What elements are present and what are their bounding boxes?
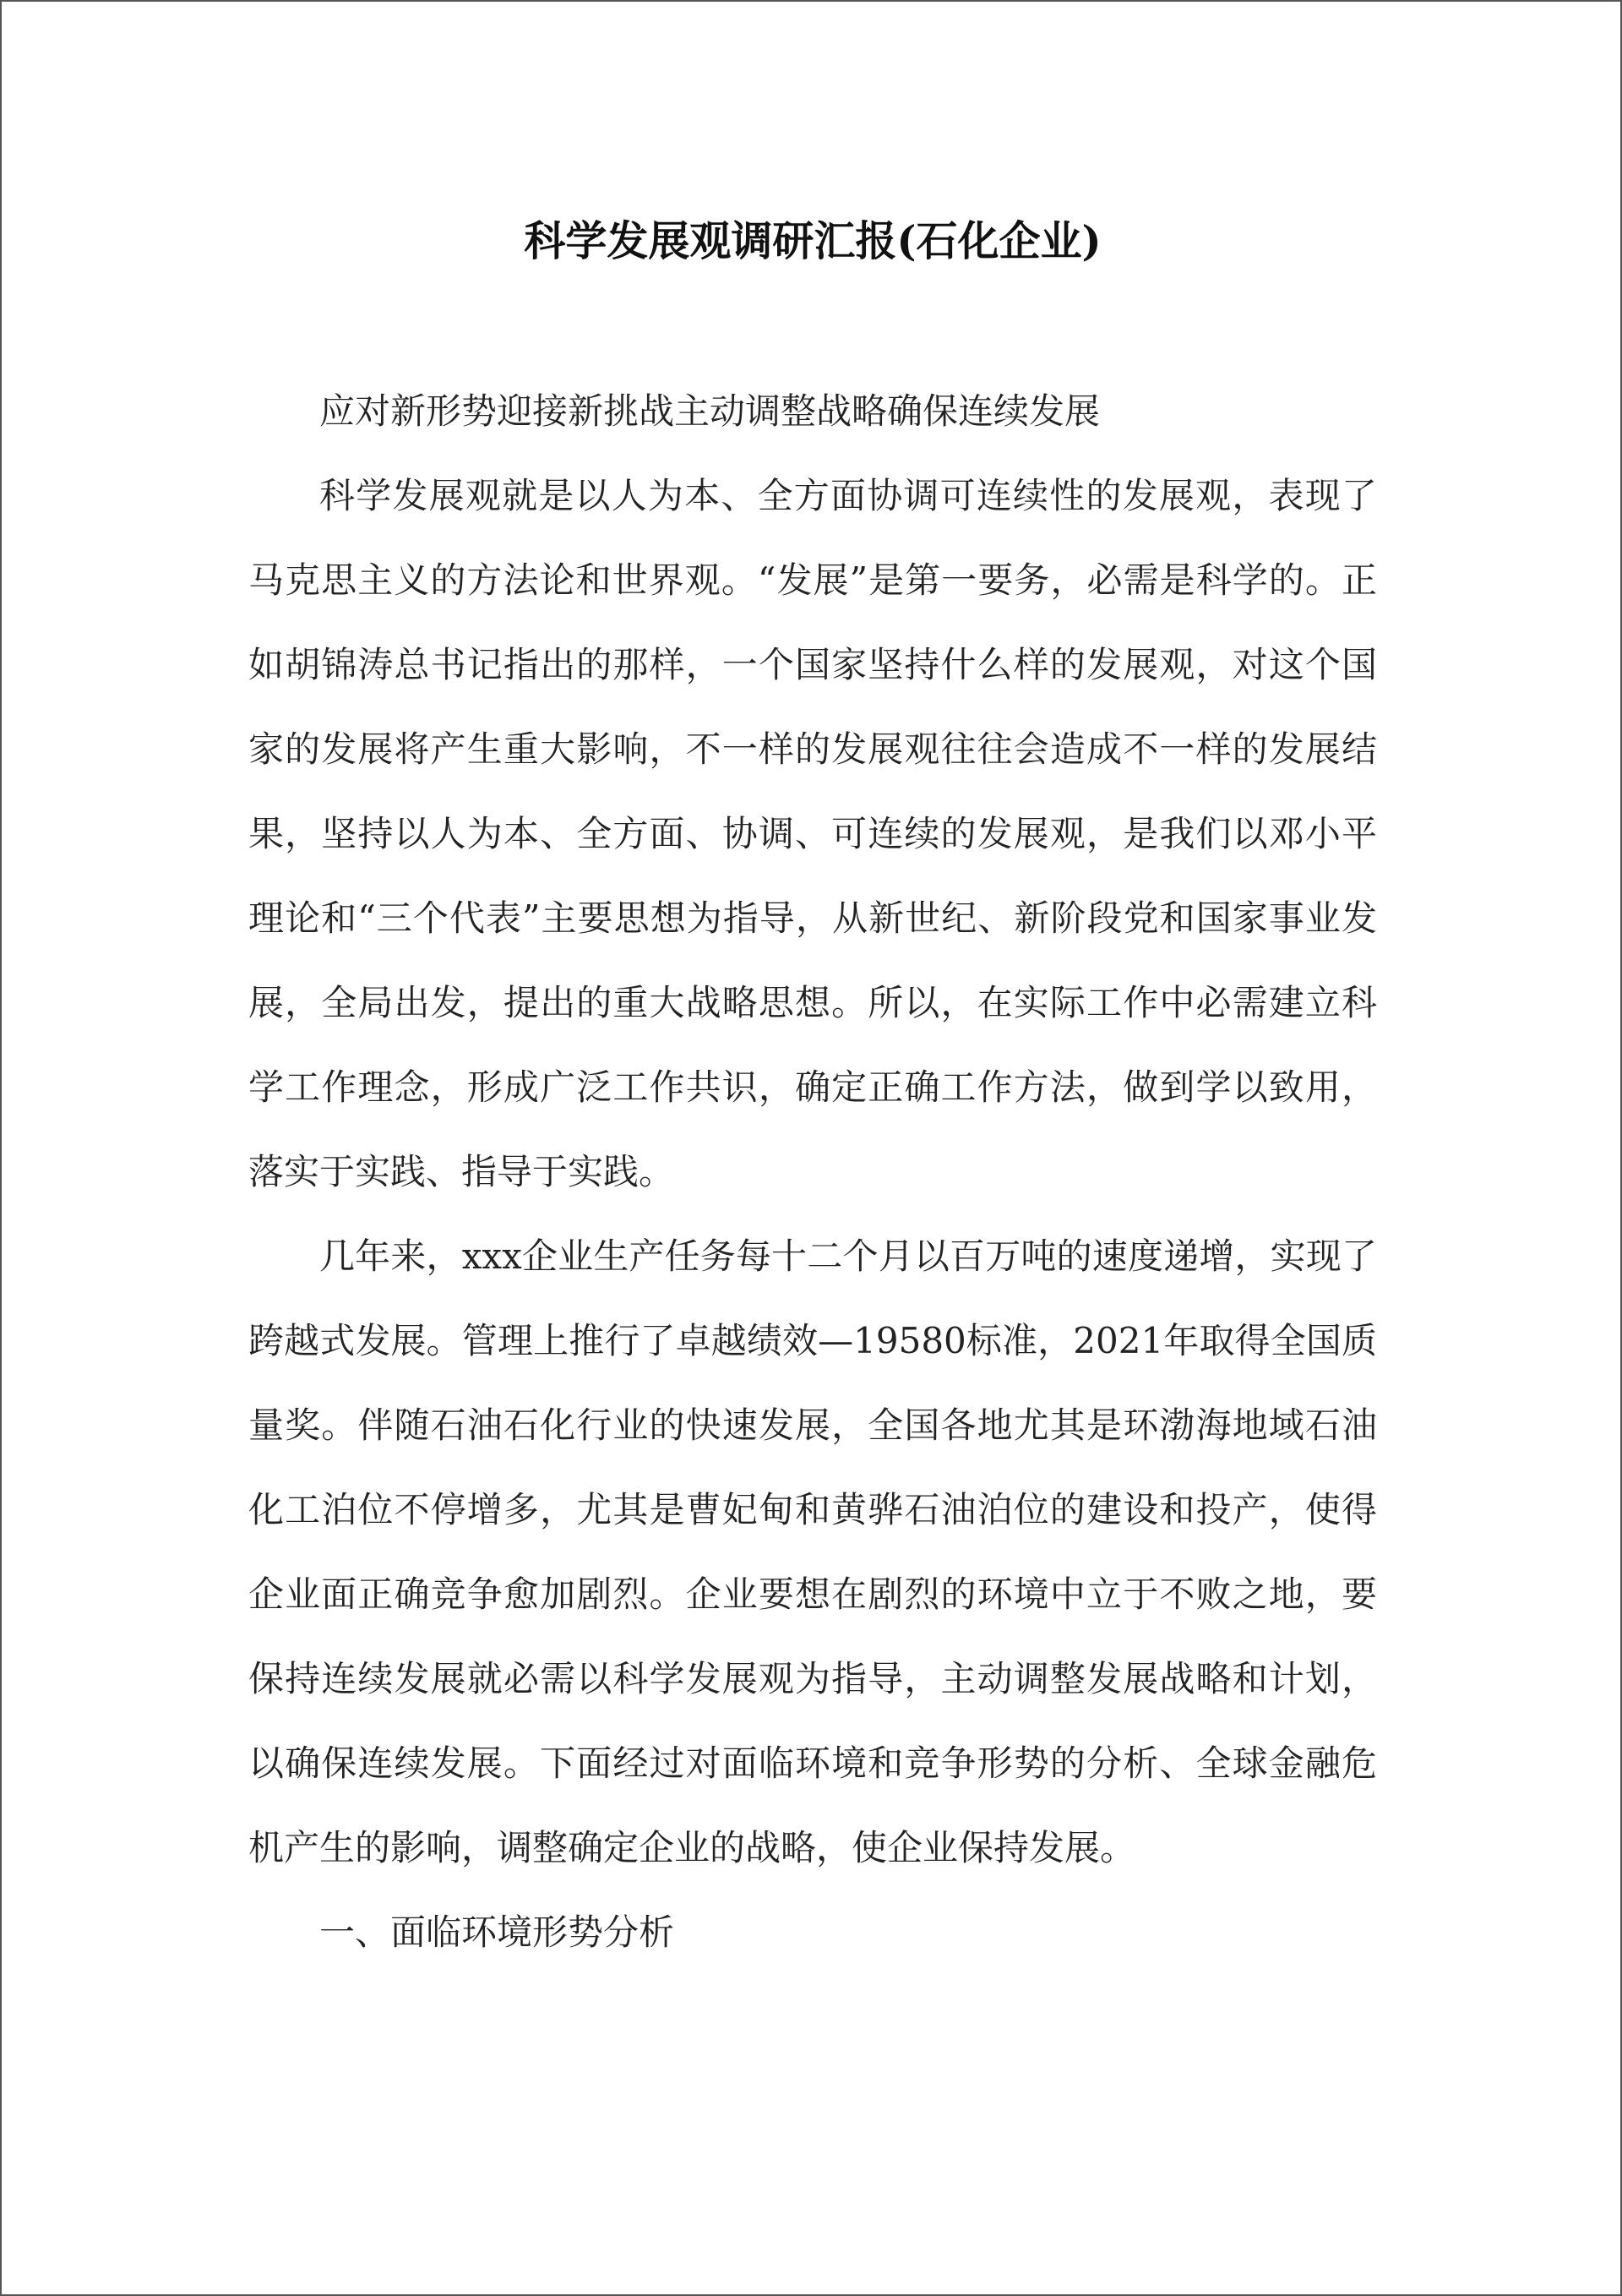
- document-body: [248, 369, 1377, 1975]
- subtitle-paragraph: 应对新形势迎接新挑战主动调整战略确保连续发展: [319, 390, 1101, 432]
- body-paragraph: 几年来，xxx企业生产任务每十二个月以百万吨的速度递增，实现了跨越式发展。管理上推行了卓越绩效—19580标准，2021年取得全国质量奖。伴随石油石化行业的快速发展，全国各地尤其是环渤海地域石油化工泊位不停增多，尤其是曹妃甸和黄骅石油泊位的建设和投产，使得企业面正确竞争愈加剧烈。企业要想在剧烈的环境中立于不败之地，要保持连续发展就必需以科学发展观为指导，主动调整发展战略和计划，以确保连续发展。下面经过对面临环境和竞争形势的分析、全球金融危机产生的影响，调整确定企业的战略，使企业保持发展。: [248, 1235, 1377, 1868]
- document-title: 科学发展观调研汇报(石化企业): [524, 216, 1102, 265]
- body-paragraph: 科学发展观就是以人为本、全方面协调可连续性的发展观，表现了马克思主义的方法论和世界观。“发展”是第一要务，必需是科学的。正如胡锦涛总书记指出的那样，一个国家坚持什么样的发展观，对这个国家的发展将产生重大影响，不一样的发展观往往会造成不一样的发展结果，坚持以人为本、全方面、协调、可连续的发展观，是我们以邓小平理论和“三个代表”主要思想为指导，从新世纪、新阶段党和国家事业发展，全局出发，提出的重大战略思想。所以，在实际工作中必需建立科学工作理念，形成广泛工作共识，确定正确工作方法，做到学以致用，落实于实践、指导于实践。: [248, 475, 1377, 1192]
- section-heading: 一、面临环境形势分析: [319, 1912, 675, 1953]
